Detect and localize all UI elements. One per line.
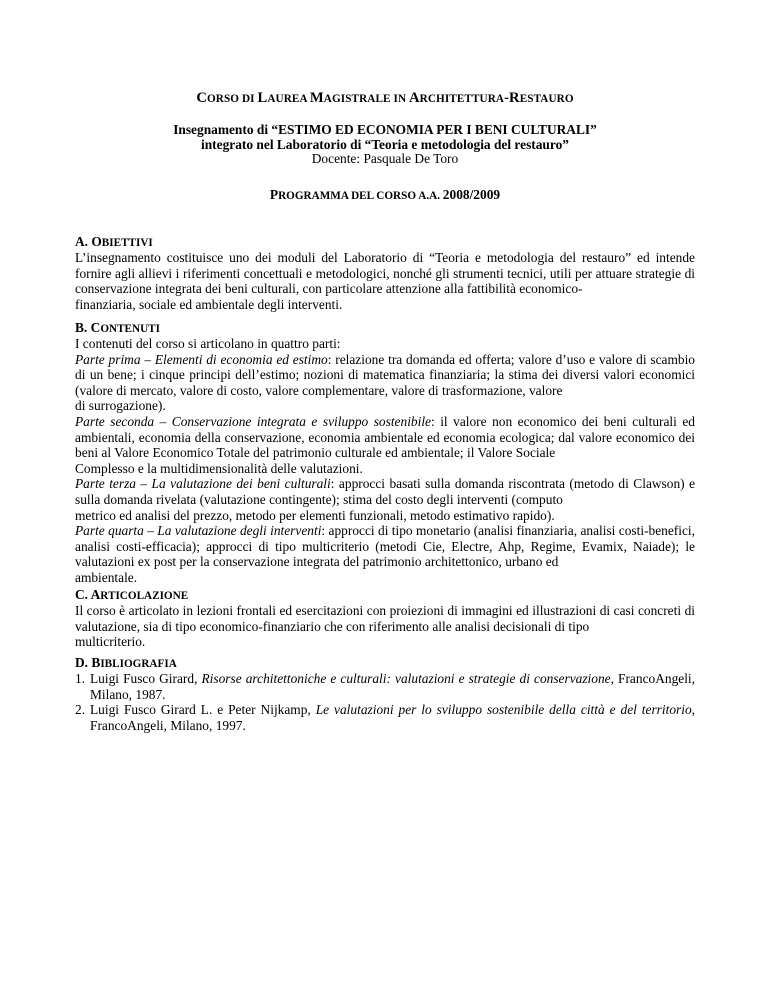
program-rest: ROGRAMMA DEL CORSO A.A. xyxy=(278,190,443,202)
part-text: : il valore non economico dei beni culturali ed ambientali, economia della conservazione, economia ambientale ed economia ecologica; dal valore economico dei beni al Valore Economico Totale del patrimonio culturale ed ambientale; il Valore Sociale xyxy=(75,413,695,461)
section-text-last: finanziaria, sociale ed ambientale degli interventi. xyxy=(75,296,343,312)
part-two xyxy=(75,414,695,461)
section-heading xyxy=(75,656,695,671)
section-heading xyxy=(75,235,695,250)
section-articulation xyxy=(75,588,695,650)
header-line-2: integrato nel Laboratorio di “Teoria e metodologia del restauro” xyxy=(201,136,569,152)
item-number: 1. xyxy=(75,671,86,686)
program-cap: P xyxy=(269,187,279,202)
header-line-1: Insegnamento di “ESTIMO ED ECONOMIA PER I BENI CULTURALI” xyxy=(173,122,597,137)
part-title: Parte terza – La valutazione dei beni culturali xyxy=(75,476,331,492)
part-one xyxy=(75,352,695,399)
course-header xyxy=(75,123,695,167)
part-text: : approcci basati sulla domanda riscontrata (metodo di Clawson) e sulla domanda rivelata (valutazione contingente); stima del costo degli interventi (computo xyxy=(75,476,696,507)
title-rest: RCHITETTURA xyxy=(419,93,505,105)
contents-intro: I contenuti del corso si articolano in quattro parti: xyxy=(75,336,341,351)
part-four-last: ambientale. xyxy=(75,569,138,585)
program-year: 2008/2009 xyxy=(442,187,501,202)
item-author: Luigi Fusco Girard L. e Peter Nijkamp, xyxy=(90,702,316,718)
part-title: Parte seconda – Conservazione integrata e sviluppo sostenibile xyxy=(75,413,431,429)
section-heading xyxy=(75,321,695,336)
item-title: Le valutazioni per lo sviluppo sostenibile della città e del territorio xyxy=(315,702,692,718)
heading-rest: BIETTIVI xyxy=(101,237,153,249)
section-bibliography xyxy=(75,656,695,733)
program-title xyxy=(75,187,695,205)
heading-prefix: A. O xyxy=(75,234,102,249)
part-three xyxy=(75,476,695,507)
part-title: Parte prima – Elementi di economia ed estimo xyxy=(75,351,328,367)
title-cap: R xyxy=(509,90,520,106)
heading-prefix: D. B xyxy=(75,655,101,670)
item-publisher: , FrancoAngeli, Milano, 1987. xyxy=(90,671,695,702)
section-text-last: multicriterio. xyxy=(75,634,146,650)
part-two-last: Complesso e la multidimensionalità delle valutazioni. xyxy=(75,460,363,476)
section-objectives xyxy=(75,235,695,312)
title-cap: A xyxy=(409,90,420,106)
title-cap: L xyxy=(257,90,268,106)
section-contents xyxy=(75,321,695,586)
heading-prefix: C. A xyxy=(75,587,101,602)
course-title xyxy=(75,91,695,108)
title-dash: - xyxy=(504,90,510,106)
bibliography-item xyxy=(75,702,695,733)
item-number: 2. xyxy=(75,702,86,718)
title-cap: C xyxy=(196,90,207,106)
part-text: : relazione tra domanda ed offerta; valore d’uso e valore di scambio di un bene; i cinque principi dell’estimo; nozioni di matematica finanziaria; la stima dei diversi valori economici (valore di mercato, valore di costo, valore complementare, valore di trasformazione, valore xyxy=(75,351,695,398)
heading-prefix: B. C xyxy=(75,320,101,335)
bibliography-item xyxy=(75,671,695,702)
section-text: L’insegnamento costituisce uno dei moduli del Laboratorio di “Teoria e metodologia del restauro” ed intende fornire agli allievi i riferimenti concettuali e metodologici, nonché gli strumenti tecnici, utili per attuare strategie di conservazione integrata dei beni culturali, con particolare attenzione alla fattibilità economico- xyxy=(75,250,695,297)
part-text: : approcci di tipo monetario (analisi finanziaria, analisi costi-benefici, analisi costi-efficacia); approcci di tipo multicriterio (metodi Cie, Electre, Ahp, Regime, Evamix, Naiade); le valutazioni ex post per la conservazione integrata del patrimonio architettonico, urbano ed xyxy=(75,523,695,570)
title-rest: AGISTRALE IN xyxy=(323,93,410,105)
item-publisher: , FrancoAngeli, Milano, 1997. xyxy=(90,702,696,733)
title-rest: ORSO DI xyxy=(206,93,258,105)
section-heading xyxy=(75,588,695,603)
title-cap: M xyxy=(309,90,324,106)
item-author: Luigi Fusco Girard, xyxy=(90,671,202,686)
title-rest: AUREA xyxy=(267,93,310,105)
bibliography-list xyxy=(75,671,695,733)
title-rest: ESTAURO xyxy=(519,93,574,105)
section-text: Il corso è articolato in lezioni frontali ed esercitazioni con proiezioni di immagini ed illustrazioni di casi concreti di valutazione, sia di tipo economico-finanziario che con riferimento alle analisi decisionali di tipo xyxy=(75,603,695,634)
part-four xyxy=(75,523,695,570)
part-title: Parte quarta – La valutazione degli interventi xyxy=(75,523,322,539)
part-three-last: metrico ed analisi del prezzo, metodo per elementi funzionali, metodo estimativo rapido). xyxy=(75,507,555,523)
part-one-last: di surrogazione). xyxy=(75,398,166,414)
header-teacher: Docente: Pasquale De Toro xyxy=(311,151,459,166)
heading-rest: IBLIOGRAFIA xyxy=(100,658,177,670)
heading-rest: ONTENUTI xyxy=(100,323,160,335)
heading-rest: RTICOLAZIONE xyxy=(100,590,189,602)
item-title: Risorse architettoniche e culturali: valutazioni e strategie di conservazione xyxy=(201,671,611,686)
